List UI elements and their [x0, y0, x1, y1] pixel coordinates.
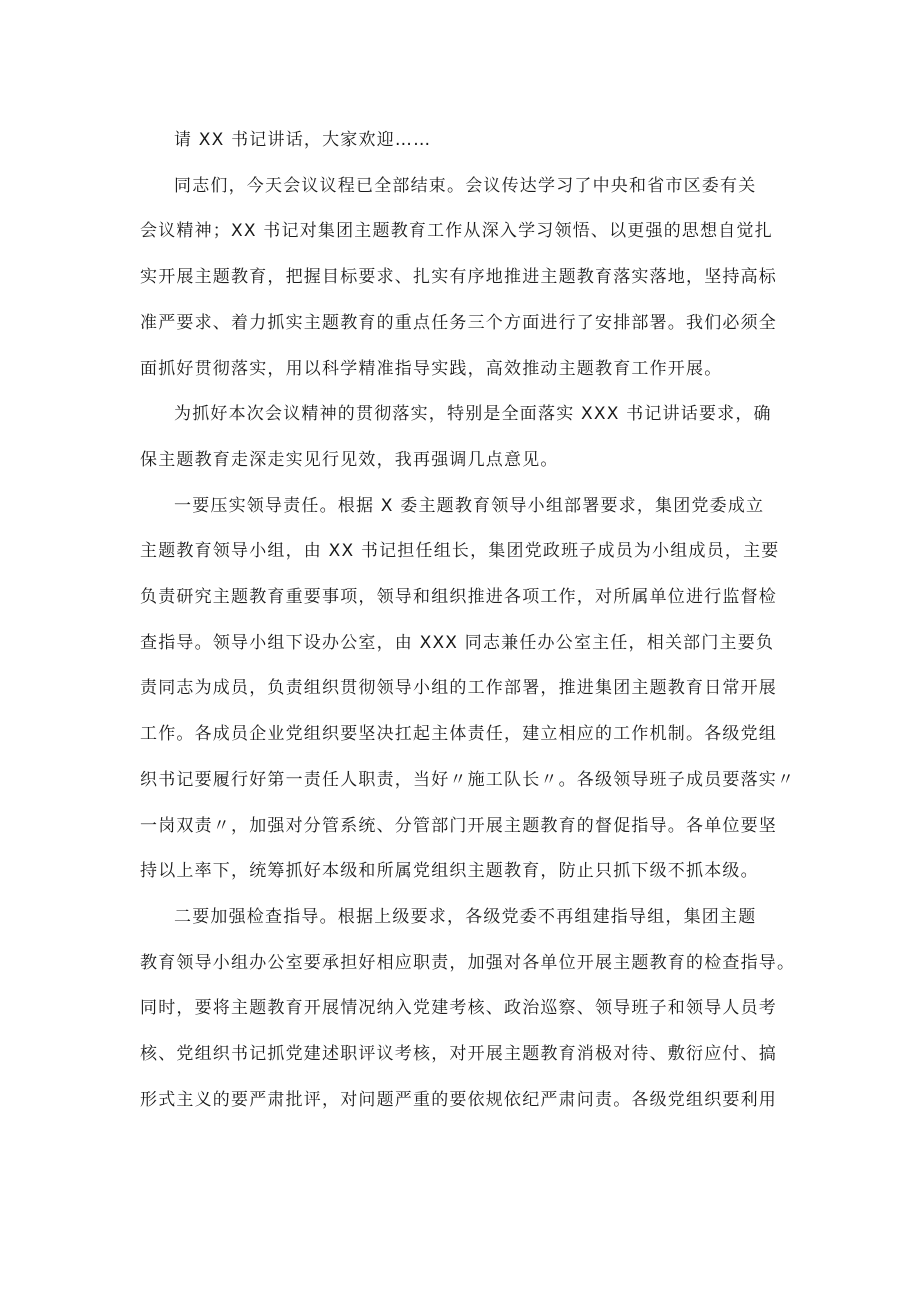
text-line: 实开展主题教育，把握目标要求、扎实有序地推进主题教育落实落地，坚持高标 [140, 267, 777, 288]
paragraph-inspection-guidance [140, 895, 796, 1124]
text-line: 一岗双责〃，加强对分管系统、分管部门开展主题教育的督促指导。各单位要坚 [140, 815, 777, 836]
document-body [140, 118, 796, 1123]
text-line: 同时，要将主题教育开展情况纳入党建考核、政治巡察、领导班子和领导人员考 [140, 998, 777, 1019]
text-line: 会议精神；XX 书记对集团主题教育工作从深入学习领悟、以更强的思想自觉扎 [140, 221, 773, 242]
text-line: 核、党组织书记抓党建述职评议考核，对开展主题教育消极对待、敷衍应付、搞 [140, 1044, 777, 1065]
text-line: 准严要求、着力抓实主题教育的重点任务三个方面进行了安排部署。我们必须全 [140, 312, 777, 333]
text-line: 为抓好本次会议精神的贯彻落实，特别是全面落实 XXX 书记讲话要求，确 [174, 404, 772, 425]
text-line: 持以上率下，统筹抓好本级和所属党组织主题教育，防止只抓下级不抓本级。 [140, 861, 759, 882]
text-line: 教育领导小组办公室要承担好相应职责，加强对各单位开展主题教育的检查指导。 [140, 952, 796, 973]
text-line: 一要压实领导责任。根据 X 委主题教育领导小组部署要求，集团党委成立 [174, 495, 765, 516]
text-line: 二要加强检查指导。根据上级要求，各级党委不再组建指导组，集团主题 [174, 906, 757, 927]
text-line: 主题教育领导小组，由 XX 书记担任组长，集团党政班子成员为小组成员，主要 [140, 541, 780, 562]
paragraph-leadership-responsibility [140, 484, 796, 895]
text-line: 织书记要履行好第一责任人职责，当好〃施工队长〃。各级领导班子成员要落实〃 [140, 769, 796, 790]
text-line: 请 XX 书记讲话，大家欢迎…… [174, 130, 432, 150]
paragraph-meeting-summary [140, 164, 786, 393]
text-line: 同志们，今天会议议程已全部结束。会议传达学习了中央和省市区委有关 [174, 175, 757, 196]
text-line: 工作。各成员企业党组织要坚决扛起主体责任，建立相应的工作机制。各级党组 [140, 724, 777, 745]
text-line: 面抓好贯彻落实，用以科学精准指导实践，高效推动主题教育工作开展。 [140, 358, 723, 379]
text-line: 查指导。领导小组下设办公室，由 XXX 同志兼任办公室主任，相关部门主要负 [140, 632, 775, 653]
text-line: 保主题教育走深走实见行见效，我再强调几点意见。 [140, 449, 559, 470]
text-line: 负责研究主题教育重要事项，领导和组织推进各项工作，对所属单位进行监督检 [140, 587, 777, 608]
paragraph-invitation [140, 118, 786, 164]
text-line: 责同志为成员，负责组织贯彻领导小组的工作部署，推进集团主题教育日常开展 [140, 678, 777, 699]
text-line: 形式主义的要严肃批评，对问题严重的要依规依纪严肃问责。各级党组织要利用 [140, 1089, 777, 1110]
paragraph-implementation [140, 392, 786, 483]
